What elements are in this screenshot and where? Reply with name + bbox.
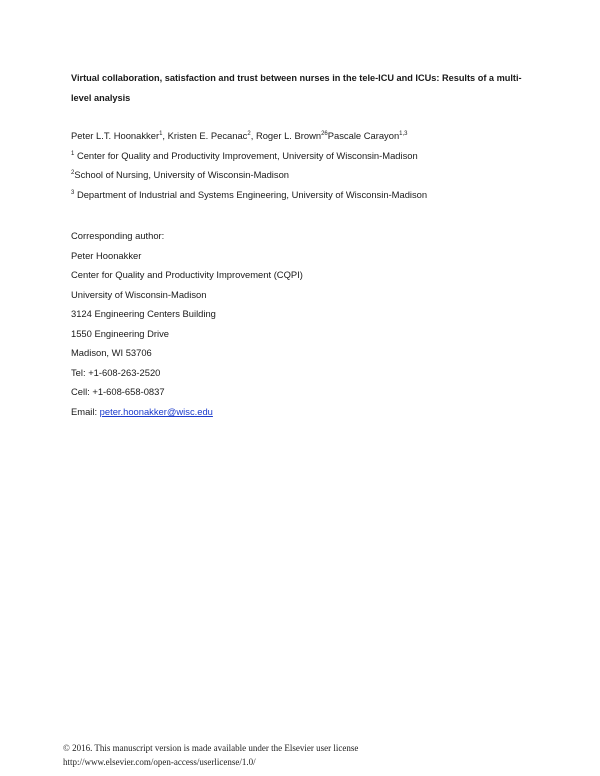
author-separator: , <box>162 130 168 141</box>
paper-title: Virtual collaboration, satisfaction and trust between nurses in the tele-ICU and ICUs: Results of a multi-level analysis <box>71 73 522 103</box>
author-name: Pascale Carayon <box>327 130 400 141</box>
affiliation-mark: 3 <box>71 190 75 196</box>
correspondence-cell: Cell: +1-608-658-0837 <box>71 386 165 397</box>
author-affiliation-mark: 2 <box>247 131 251 137</box>
author-name: Roger L. Brown <box>255 130 322 141</box>
license-url: http://www.elsevier.com/open-access/userlicense/1.0/ <box>63 757 256 767</box>
affiliation-text: School of Nursing, University of Wisconsin-Madison <box>74 169 290 180</box>
author-name: Kristen E. Pecanac <box>167 130 248 141</box>
email-link[interactable]: peter.hoonakker@wisc.edu <box>99 406 213 417</box>
author-name: Peter L.T. Hoonakker <box>71 130 160 141</box>
author-affiliation-mark: 1 <box>159 131 163 137</box>
correspondence-heading: Corresponding author: <box>71 230 165 241</box>
affiliation-3 <box>71 189 427 201</box>
affiliation-mark: 1 <box>71 151 75 157</box>
correspondence-city: Madison, WI 53706 <box>71 347 152 358</box>
correspondence-tel: Tel: +1-608-263-2520 <box>71 367 161 378</box>
author-separator: , <box>250 130 256 141</box>
correspondence-email-row <box>71 406 213 418</box>
author-list <box>71 130 408 142</box>
affiliation-mark: 2 <box>71 170 75 176</box>
affiliation-1 <box>71 150 418 162</box>
affiliation-text: Center for Quality and Productivity Improvement, University of Wisconsin-Madison <box>74 150 418 161</box>
email-label: Email: <box>71 406 100 417</box>
author-affiliation-mark: 26 <box>321 131 328 137</box>
affiliation-2 <box>71 169 289 181</box>
correspondence-university: University of Wisconsin-Madison <box>71 289 207 300</box>
correspondence-building: 3124 Engineering Centers Building <box>71 308 216 319</box>
correspondence-org: Center for Quality and Productivity Improvement (CQPI) <box>71 269 303 280</box>
correspondence-street: 1550 Engineering Drive <box>71 328 169 339</box>
affiliation-text: Department of Industrial and Systems Engineering, University of Wisconsin-Madison <box>74 189 428 200</box>
author-affiliation-mark: 1,3 <box>399 131 408 137</box>
correspondence-name: Peter Hoonakker <box>71 250 142 261</box>
license-notice: © 2016. This manuscript version is made available under the Elsevier user license <box>63 743 359 753</box>
